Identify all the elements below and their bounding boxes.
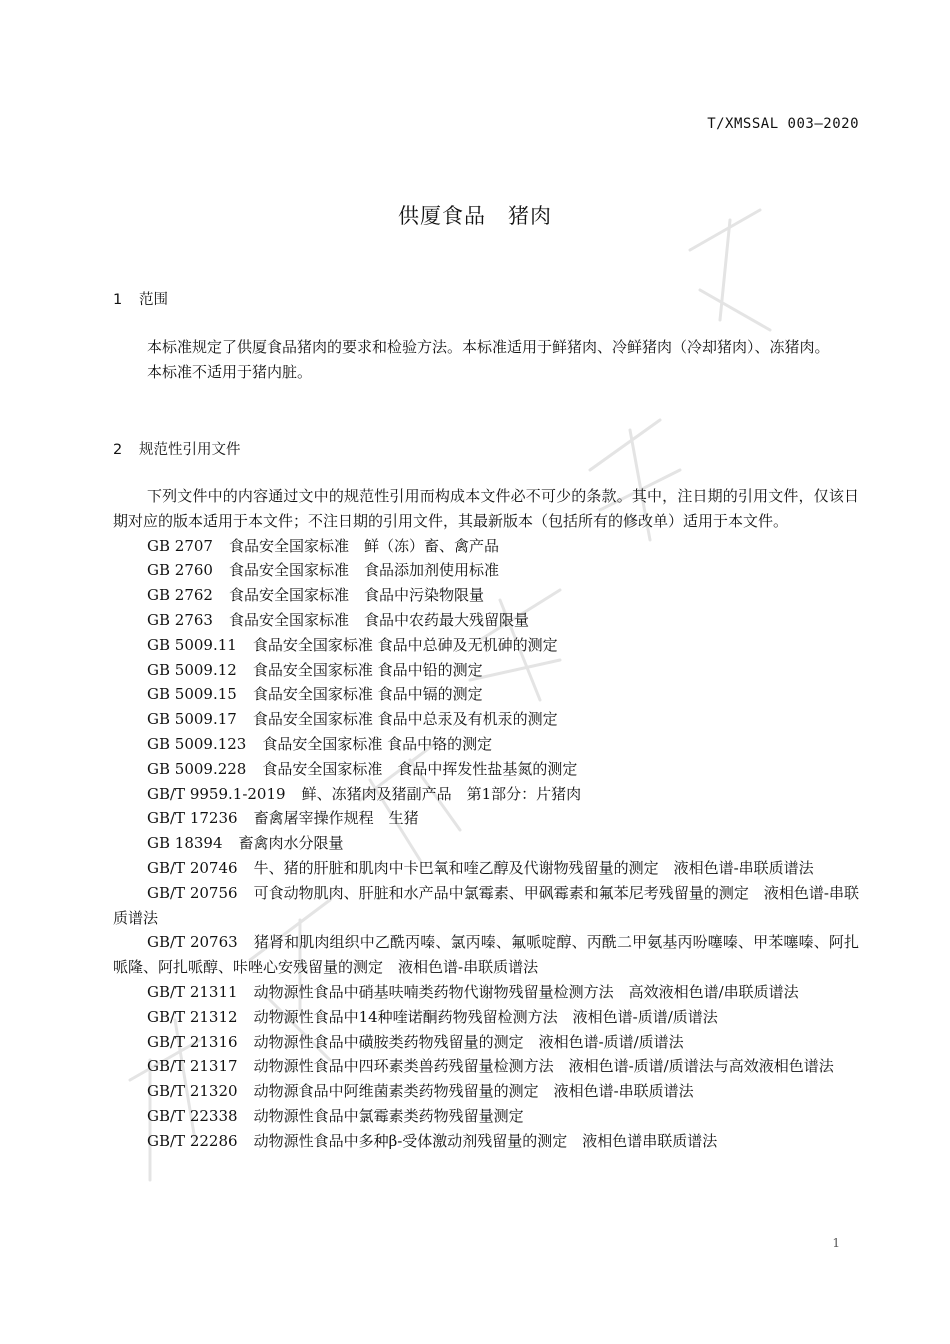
reference-title: 动物源性食品中硝基呋喃类药物代谢物残留量检测方法 高效液相色谱/串联质谱法 bbox=[253, 982, 799, 1001]
reference-title: 食品安全国家标准 食品中总砷及无机砷的测定 bbox=[252, 635, 558, 654]
reference-title: 畜禽屠宰操作规程 生猪 bbox=[253, 809, 419, 828]
reference-item bbox=[113, 1030, 859, 1055]
reference-item bbox=[113, 1079, 859, 1104]
reference-code: GB 2763 bbox=[147, 610, 213, 629]
reference-code: GB 5009.123 bbox=[147, 734, 247, 753]
reference-code: GB 5009.17 bbox=[147, 710, 237, 729]
reference-item bbox=[113, 757, 859, 782]
section-number: 1 bbox=[113, 292, 123, 308]
reference-title: 食品安全国家标准 食品添加剂使用标准 bbox=[228, 561, 499, 580]
section-title: 范围 bbox=[139, 292, 168, 308]
reference-title: 牛、猪的肝脏和肌肉中卡巴氧和喹乙醇及代谢物残留量的测定 液相色谱-串联质谱法 bbox=[253, 858, 814, 877]
reference-code: GB/T 21311 bbox=[147, 982, 238, 1001]
reference-title: 猪肾和肌肉组织中乙酰丙嗪、氯丙嗪、氟哌啶醇、丙酰二甲氨基丙吩噻嗪、甲苯噻嗪、阿扎哌隆、阿扎哌醇、咔唑心安残留量的测定 液相色谱-串联质谱法 bbox=[113, 933, 859, 977]
reference-item bbox=[113, 831, 859, 856]
reference-item bbox=[113, 707, 859, 732]
reference-code: GB/T 20763 bbox=[147, 933, 238, 952]
reference-code: GB/T 17236 bbox=[147, 809, 238, 828]
reference-title: 食品安全国家标准 食品中铅的测定 bbox=[252, 660, 483, 679]
section-title: 规范性引用文件 bbox=[139, 442, 241, 458]
reference-code: GB 2762 bbox=[147, 586, 213, 605]
reference-title: 食品安全国家标准 食品中污染物限量 bbox=[228, 586, 484, 605]
reference-title: 食品安全国家标准 食品中挥发性盐基氮的测定 bbox=[262, 759, 578, 778]
reference-item bbox=[113, 881, 859, 931]
reference-item bbox=[113, 658, 859, 683]
reference-title: 食品安全国家标准 食品中镉的测定 bbox=[252, 685, 483, 704]
standard-code: T/XMSSAL 003—2020 bbox=[707, 116, 859, 132]
reference-code: GB 2707 bbox=[147, 536, 213, 555]
reference-item bbox=[113, 682, 859, 707]
reference-item bbox=[113, 980, 859, 1005]
reference-title: 食品安全国家标准 鲜（冻）畜、禽产品 bbox=[228, 536, 499, 555]
page-number: 1 bbox=[832, 1236, 840, 1250]
reference-title: 食品安全国家标准 食品中农药最大残留限量 bbox=[228, 610, 529, 629]
reference-item bbox=[113, 534, 859, 559]
reference-item bbox=[113, 732, 859, 757]
reference-title: 动物源性食品中磺胺类药物残留量的测定 液相色谱-质谱/质谱法 bbox=[253, 1032, 684, 1051]
reference-title: 鲜、冻猪肉及猪副产品 第1部分：片猪肉 bbox=[301, 784, 582, 803]
reference-item bbox=[113, 806, 859, 831]
scope-body bbox=[113, 335, 859, 385]
reference-title: 可食动物肌肉、肝脏和水产品中氯霉素、甲砜霉素和氟苯尼考残留量的测定 液相色谱-串联质谱法 bbox=[113, 883, 859, 927]
reference-code: GB 18394 bbox=[147, 834, 223, 853]
reference-title: 畜禽肉水分限量 bbox=[238, 834, 344, 853]
scope-paragraph: 本标准规定了供厦食品猪肉的要求和检验方法。本标准适用于鲜猪肉、冷鲜猪肉（冷却猪肉）、冻猪肉。 bbox=[147, 338, 830, 356]
reference-item bbox=[113, 782, 859, 807]
reference-code: GB 5009.12 bbox=[147, 660, 237, 679]
reference-item bbox=[113, 583, 859, 608]
reference-item bbox=[113, 930, 859, 980]
reference-item bbox=[113, 1054, 859, 1079]
reference-code: GB 2760 bbox=[147, 561, 213, 580]
reference-item bbox=[113, 856, 859, 881]
reference-code: GB/T 20746 bbox=[147, 858, 238, 877]
reference-code: GB 5009.228 bbox=[147, 759, 247, 778]
reference-item bbox=[113, 1129, 859, 1154]
reference-code: GB/T 21312 bbox=[147, 1007, 238, 1026]
reference-code: GB/T 21317 bbox=[147, 1057, 238, 1076]
reference-title: 食品安全国家标准 食品中铬的测定 bbox=[262, 734, 493, 753]
reference-item bbox=[113, 558, 859, 583]
reference-title: 动物源性食品中14种喹诺酮药物残留检测方法 液相色谱-质谱/质谱法 bbox=[253, 1007, 718, 1026]
section-heading-references bbox=[113, 438, 241, 459]
section-number: 2 bbox=[113, 442, 123, 458]
reference-code: GB/T 21320 bbox=[147, 1082, 238, 1101]
reference-list bbox=[113, 534, 859, 1154]
reference-code: GB/T 9959.1-2019 bbox=[147, 784, 286, 803]
reference-code: GB/T 22286 bbox=[147, 1131, 238, 1150]
reference-item bbox=[113, 608, 859, 633]
reference-item bbox=[113, 1104, 859, 1129]
references-body bbox=[113, 484, 859, 1154]
reference-code: GB 5009.15 bbox=[147, 685, 237, 704]
reference-item bbox=[113, 633, 859, 658]
reference-title: 食品安全国家标准 食品中总汞及有机汞的测定 bbox=[252, 710, 558, 729]
reference-item bbox=[113, 1005, 859, 1030]
document-title: 供厦食品 猪肉 bbox=[398, 204, 552, 228]
section-heading-scope bbox=[113, 288, 168, 309]
reference-code: GB 5009.11 bbox=[147, 635, 237, 654]
reference-title: 动物源性食品中氯霉素类药物残留量测定 bbox=[253, 1106, 524, 1125]
references-intro: 下列文件中的内容通过文中的规范性引用而构成本文件必不可少的条款。其中，注日期的引用文件，仅该日期对应的版本适用于本文件；不注日期的引用文件，其最新版本（包括所有的修改单）适用于本文件。 bbox=[113, 487, 859, 530]
reference-code: GB/T 20756 bbox=[147, 883, 238, 902]
reference-title: 动物源性食品中多种β-受体激动剂残留量的测定 液相色谱串联质谱法 bbox=[253, 1131, 718, 1150]
reference-title: 动物源性食品中四环素类兽药残留量检测方法 液相色谱-质谱/质谱法与高效液相色谱法 bbox=[253, 1057, 834, 1076]
reference-code: GB/T 21316 bbox=[147, 1032, 238, 1051]
reference-title: 动物源食品中阿维菌素类药物残留量的测定 液相色谱-串联质谱法 bbox=[253, 1082, 694, 1101]
scope-paragraph: 本标准不适用于猪内脏。 bbox=[147, 362, 313, 381]
reference-code: GB/T 22338 bbox=[147, 1106, 238, 1125]
